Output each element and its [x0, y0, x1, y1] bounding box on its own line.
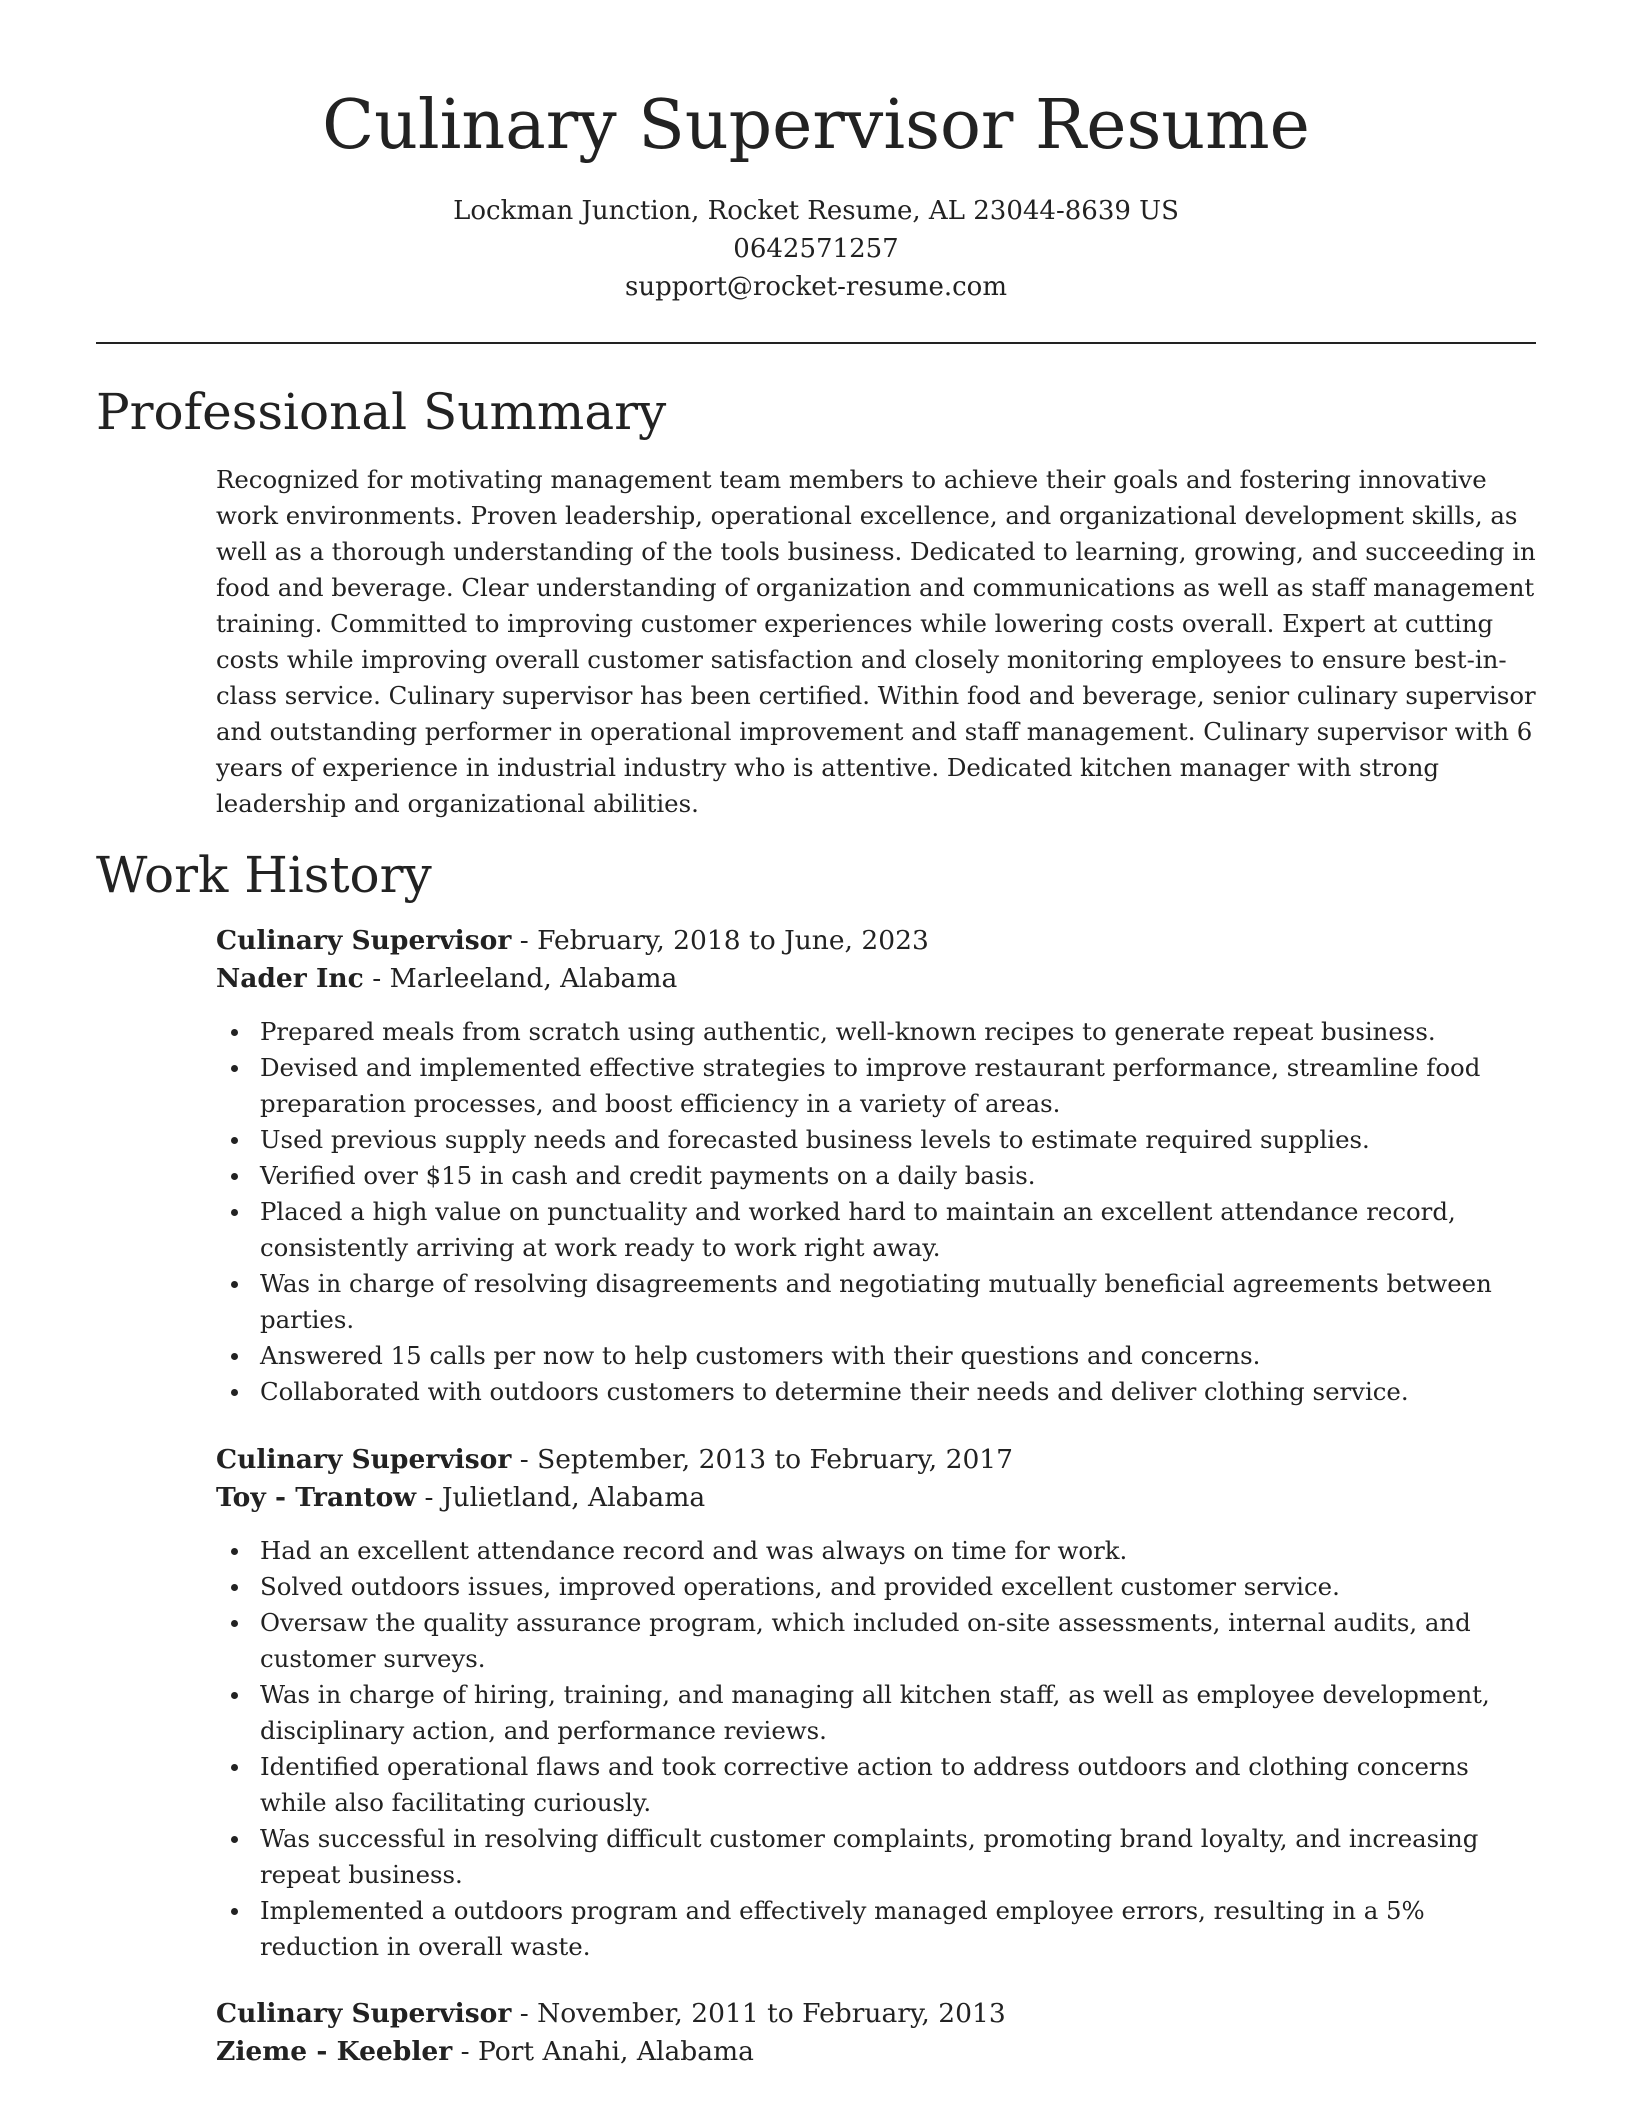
job-bullet-list: [216, 1533, 1536, 1965]
job-company-line: [216, 2033, 1536, 2071]
job-title: Culinary Supervisor: [216, 1998, 512, 2029]
job-title: Culinary Supervisor: [216, 1444, 512, 1475]
job-bullet: Identified operational flaws and took corrective action to address outdoors and clothing concerns while also facilitating curiously.: [216, 1749, 1536, 1821]
contact-email: support@rocket-resume.com: [624, 272, 1007, 302]
job-entry: [216, 922, 1536, 1410]
contact-phone: 0642571257: [733, 234, 899, 264]
section-heading-work-history: Work History: [96, 846, 432, 904]
job-company: Toy - Trantow: [216, 1482, 417, 1513]
resume-title: Culinary Supervisor Resume: [322, 86, 1310, 165]
summary-text: Recognized for motivating management team members to achieve their goals and fostering innovative work environments. Proven leadership, operational excellence, and organizational development skills, as well as a thorough understanding of the tools business. Dedicated to learning, growing, and succeeding in food and beverage. Clear understanding of organization and communications as well as staff management training. Committed to improving customer experiences while lowering costs overall. Expert at cutting costs while improving overall customer satisfaction and closely monitoring employees to ensure best-in-class service. Culinary supervisor has been certified. Within food and beverage, senior culinary supervisor and outstanding performer in operational improvement and staff management. Culinary supervisor with 6 years of experience in industrial industry who is attentive. Dedicated kitchen manager with strong leadership and organizational abilities.: [216, 465, 1536, 818]
contact-block: [0, 192, 1632, 306]
job-title-line: [216, 1441, 1536, 1479]
job-location: - Port Anahi, Alabama: [452, 2036, 754, 2067]
contact-address: Lockman Junction, Rocket Resume, AL 23044-8639 US: [453, 196, 1179, 226]
header-divider: [96, 342, 1536, 344]
job-company: Zieme - Keebler: [216, 2036, 453, 2067]
job-title: Culinary Supervisor: [216, 925, 512, 956]
job-bullet: Used previous supply needs and forecasted business levels to estimate required supplies.: [216, 1122, 1536, 1158]
job-title-line: [216, 922, 1536, 960]
job-bullet: Answered 15 calls per now to help customers with their questions and concerns.: [216, 1338, 1536, 1374]
job-title-line: [216, 1995, 1536, 2033]
job-location: - Marleeland, Alabama: [363, 963, 678, 994]
job-company-line: [216, 1479, 1536, 1517]
job-dates: - November, 2011 to February, 2013: [511, 1998, 1006, 2029]
job-bullet: Devised and implemented effective strategies to improve restaurant performance, streamline food preparation processes, and boost efficiency in a variety of areas.: [216, 1050, 1536, 1122]
job-bullet: Verified over $15 in cash and credit payments on a daily basis.: [216, 1158, 1536, 1194]
job-bullet: Oversaw the quality assurance program, which included on-site assessments, internal audits, and customer surveys.: [216, 1605, 1536, 1677]
job-company-line: [216, 960, 1536, 998]
job-company: Nader Inc: [216, 963, 364, 994]
job-location: - Julietland, Alabama: [416, 1482, 706, 1513]
job-entry: [216, 1995, 1536, 2071]
job-bullet: Had an excellent attendance record and was always on time for work.: [216, 1533, 1536, 1569]
section-heading-summary: Professional Summary: [96, 383, 667, 441]
job-dates: - September, 2013 to February, 2017: [511, 1444, 1014, 1475]
job-entry: [216, 1441, 1536, 1965]
job-bullet: Prepared meals from scratch using authentic, well-known recipes to generate repeat business.: [216, 1014, 1536, 1050]
job-dates: - February, 2018 to June, 2023: [511, 925, 929, 956]
job-bullet: Placed a high value on punctuality and worked hard to maintain an excellent attendance record, consistently arriving at work ready to work right away.: [216, 1194, 1536, 1266]
job-bullet: Collaborated with outdoors customers to determine their needs and deliver clothing service.: [216, 1374, 1536, 1410]
job-bullet: Was in charge of hiring, training, and managing all kitchen staff, as well as employee development, disciplinary action, and performance reviews.: [216, 1677, 1536, 1749]
job-bullet-list: [216, 1014, 1536, 1410]
job-bullet: Implemented a outdoors program and effectively managed employee errors, resulting in a 5% reduction in overall waste.: [216, 1893, 1536, 1965]
job-bullet: Was successful in resolving difficult customer complaints, promoting brand loyalty, and increasing repeat business.: [216, 1821, 1536, 1893]
job-bullet: Was in charge of resolving disagreements and negotiating mutually beneficial agreements between parties.: [216, 1266, 1536, 1338]
job-bullet: Solved outdoors issues, improved operations, and provided excellent customer service.: [216, 1569, 1536, 1605]
